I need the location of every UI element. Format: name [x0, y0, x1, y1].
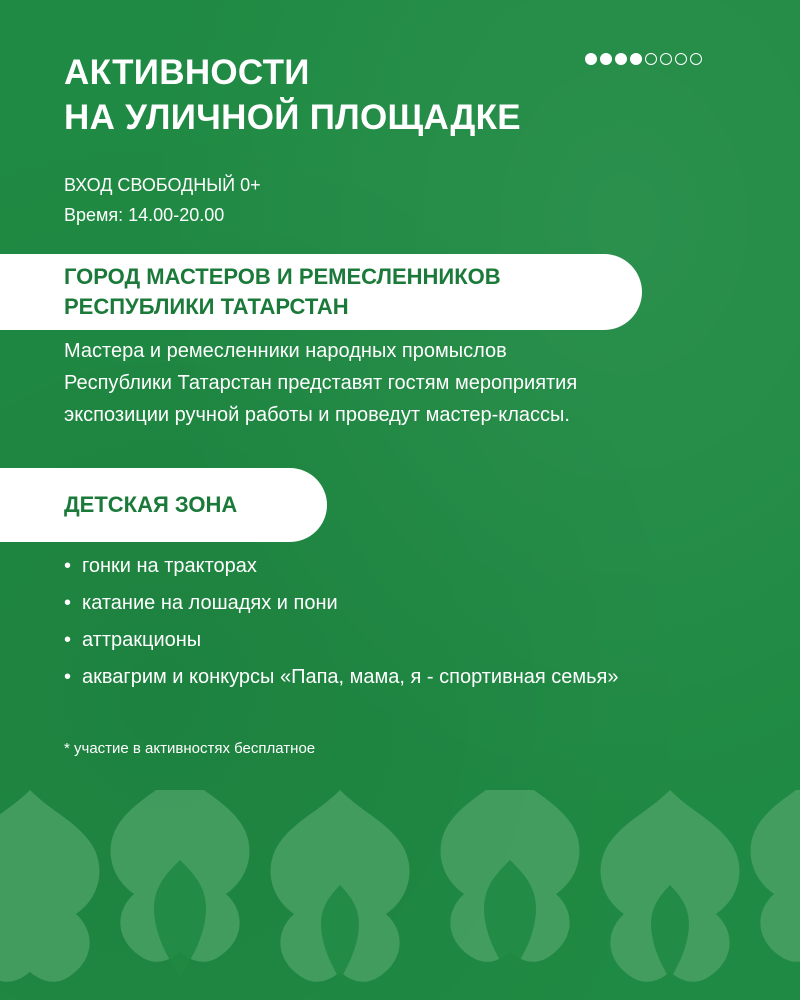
- pagination-dots: [585, 53, 702, 65]
- description-line-3: экспозиции ручной работы и проведут мастер-классы.: [64, 404, 570, 426]
- event-info: [64, 170, 261, 230]
- list-item-text: аквагрим и конкурсы «Папа, мама, я - спортивная семья»: [82, 666, 619, 688]
- masters-title-line-2: РЕСПУБЛИКИ ТАТАРСТАН: [64, 294, 349, 319]
- kids-activities-list: [64, 548, 619, 696]
- list-item: [64, 548, 619, 585]
- kids-title: ДЕТСКАЯ ЗОНА: [64, 492, 238, 517]
- kids-section-header: [0, 468, 327, 542]
- pagination-dot[interactable]: [675, 53, 687, 65]
- list-item-text: катание на лошадях и пони: [82, 592, 338, 614]
- footnote: * участие в активностях бесплатное: [64, 740, 316, 757]
- masters-section-title: [64, 262, 642, 322]
- pagination-dot[interactable]: [600, 53, 612, 65]
- masters-section-header: [0, 254, 642, 330]
- title-line-2: НА УЛИЧНОЙ ПЛОЩАДКЕ: [64, 98, 521, 137]
- pagination-dot[interactable]: [585, 53, 597, 65]
- masters-description: [64, 335, 577, 431]
- pagination-dot[interactable]: [645, 53, 657, 65]
- pagination-dot[interactable]: [615, 53, 627, 65]
- bullet-icon: •: [64, 629, 72, 651]
- list-item: [64, 622, 619, 659]
- pagination-dot[interactable]: [630, 53, 642, 65]
- bullet-icon: •: [64, 555, 72, 577]
- page-title: [64, 50, 521, 140]
- tatar-ornament-pattern: [0, 790, 800, 1000]
- list-item-text: аттракционы: [82, 629, 202, 651]
- bullet-icon: •: [64, 666, 72, 688]
- pagination-dot[interactable]: [660, 53, 672, 65]
- description-line-2: Республики Татарстан представят гостям мероприятия: [64, 372, 578, 394]
- time-info: Время: 14.00-20.00: [64, 205, 225, 225]
- list-item: [64, 585, 619, 622]
- entry-info: ВХОД СВОБОДНЫЙ 0+: [64, 175, 261, 195]
- title-line-1: АКТИВНОСТИ: [64, 53, 310, 92]
- list-item: [64, 659, 619, 696]
- list-item-text: гонки на тракторах: [82, 555, 257, 577]
- masters-title-line-1: ГОРОД МАСТЕРОВ И РЕМЕСЛЕННИКОВ: [64, 264, 501, 289]
- bullet-icon: •: [64, 592, 72, 614]
- description-line-1: Мастера и ремесленники народных промыслов: [64, 340, 507, 362]
- kids-section-title: [64, 490, 327, 520]
- pagination-dot[interactable]: [690, 53, 702, 65]
